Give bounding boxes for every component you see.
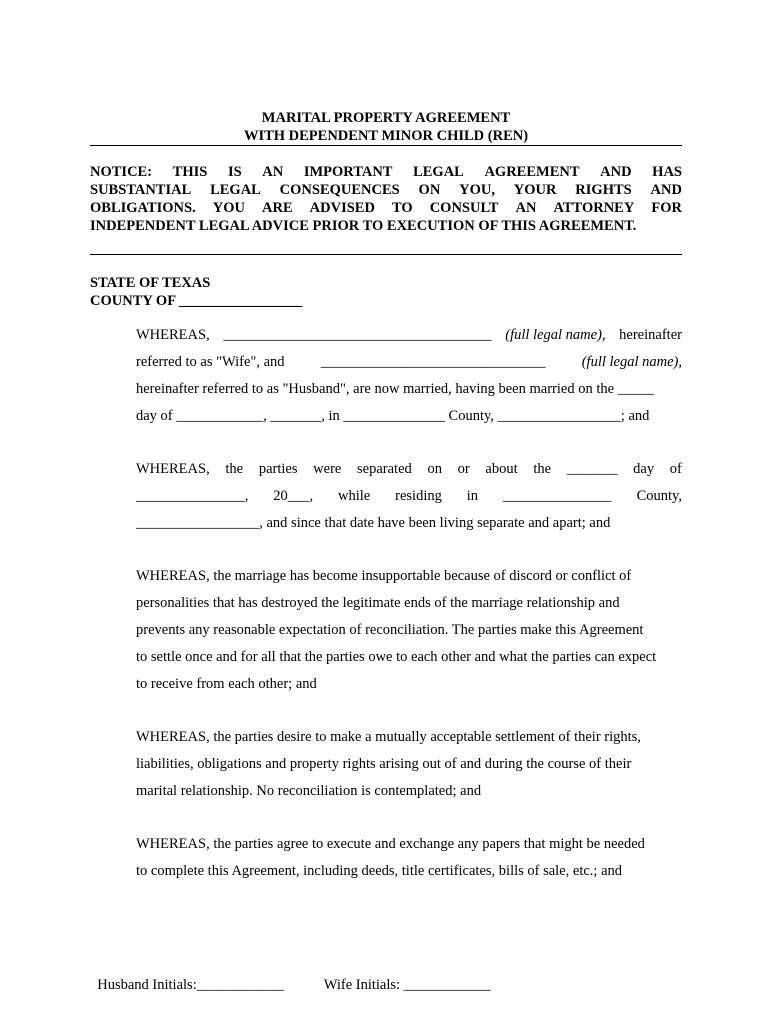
para5-line-2: to complete this Agreement, including deeds, title certificates, bills of sale, etc.; and — [136, 863, 623, 879]
word: or — [457, 461, 470, 477]
whereas-paragraph-3 — [136, 563, 682, 698]
word: 20___, — [273, 488, 314, 504]
para3-line-3: prevents any reasonable expectation of reconciliation. The parties make this Agreement — [136, 622, 644, 638]
word: SUBSTANTIAL — [90, 182, 192, 198]
word: were — [313, 461, 342, 477]
word: CONSEQUENCES — [279, 182, 400, 198]
document-title: MARITAL PROPERTY AGREEMENT — [261, 110, 511, 126]
word: CONSULT — [429, 200, 499, 216]
para1-line-4: day of ____________, _______, in ______________ County, _________________; and — [136, 408, 650, 424]
word: AGREEMENT — [484, 164, 580, 180]
word: FOR — [651, 200, 682, 216]
word: ON — [418, 182, 441, 198]
word: AND — [650, 182, 682, 198]
word: ARE — [262, 200, 293, 216]
word: _______________ — [502, 488, 612, 504]
word: on — [427, 461, 442, 477]
document-subtitle: WITH DEPENDENT MINOR CHILD (REN) — [243, 128, 529, 144]
county-heading: COUNTY OF _________________ — [90, 293, 303, 309]
word: YOU, — [459, 182, 495, 198]
whereas-paragraph-5 — [136, 831, 682, 885]
word: AND — [600, 164, 632, 180]
para4-line-3: marital relationship. No reconciliation is contemplated; and — [136, 783, 482, 799]
para2-line-1 — [136, 456, 682, 483]
notice-block — [90, 163, 682, 235]
word: about — [485, 461, 518, 477]
para3-line-4: to settle once and for all that the parties owe to each other and what the parties can expect — [136, 649, 657, 665]
para1-line-3: hereinafter referred to as "Husband", are now married, having been married on the _____ — [136, 381, 654, 397]
word: AN — [262, 164, 284, 180]
word: TO — [391, 200, 413, 216]
para2-line-3: _________________, and since that date have been living separate and apart; and — [136, 515, 611, 531]
word: YOU — [212, 200, 245, 216]
word: the — [533, 461, 552, 477]
word: IS — [227, 164, 242, 180]
text: hereinafter — [619, 327, 682, 343]
word: _______ — [566, 461, 618, 477]
word: NOTICE: — [90, 164, 153, 180]
para4-line-2: liabilities, obligations and property rights arising out of and during the course of their — [136, 756, 632, 772]
word: THIS — [172, 164, 208, 180]
wife-name-blank: _____________________________________ — [223, 327, 492, 343]
word: day — [633, 461, 655, 477]
word: ATTORNEY — [553, 200, 635, 216]
word: WHEREAS, — [136, 461, 210, 477]
word: OBLIGATIONS. — [90, 200, 196, 216]
word: LEGAL — [210, 182, 261, 198]
text: WHEREAS, — [136, 327, 210, 343]
notice-line-1 — [90, 163, 682, 181]
state-heading: STATE OF TEXAS — [90, 275, 211, 291]
word: while — [338, 488, 371, 504]
husband-initials: Husband Initials:____________ — [97, 977, 284, 993]
whereas-paragraph-2 — [136, 456, 682, 537]
word: LEGAL — [413, 164, 464, 180]
footer-initials — [90, 960, 491, 994]
text: (full legal name), — [505, 327, 606, 343]
word: residing — [395, 488, 442, 504]
text: referred to as "Wife", and — [136, 354, 285, 370]
word: of — [669, 461, 682, 477]
notice-line-3 — [90, 199, 682, 217]
word: HAS — [652, 164, 682, 180]
divider-top — [90, 145, 682, 146]
para1-line-2 — [136, 349, 682, 376]
notice-line-4: INDEPENDENT LEGAL ADVICE PRIOR TO EXECUTION OF THIS AGREEMENT. — [90, 218, 637, 234]
word: in — [466, 488, 479, 504]
para3-line-2: personalities that has destroyed the legitimate ends of the marriage relationship and — [136, 595, 620, 611]
wife-initials: Wife Initials: ____________ — [323, 977, 491, 993]
word: YOUR — [513, 182, 557, 198]
word: AN — [515, 200, 537, 216]
whereas-paragraph-1 — [136, 322, 682, 430]
para3-line-1: WHEREAS, the marriage has become insupportable because of discord or conflict of — [136, 568, 632, 584]
word: parties — [258, 461, 298, 477]
word: IMPORTANT — [303, 164, 393, 180]
word: separated — [357, 461, 412, 477]
text: (full legal name), — [581, 354, 682, 370]
para4-line-1: WHEREAS, the parties desire to make a mutually acceptable settlement of their rights, — [136, 729, 641, 745]
word: RIGHTS — [575, 182, 632, 198]
divider-bottom — [90, 254, 682, 255]
notice-line-2 — [90, 181, 682, 199]
word: _______________, — [136, 488, 249, 504]
husband-name-blank: _______________________________ — [320, 354, 546, 370]
para1-line-1 — [136, 322, 682, 349]
whereas-paragraph-4 — [136, 724, 682, 805]
para5-line-1: WHEREAS, the parties agree to execute and exchange any papers that might be needed — [136, 836, 645, 852]
word: the — [225, 461, 244, 477]
word: ADVISED — [309, 200, 375, 216]
para2-line-2 — [136, 483, 682, 510]
word: County, — [636, 488, 682, 504]
para3-line-5: to receive from each other; and — [136, 676, 317, 692]
